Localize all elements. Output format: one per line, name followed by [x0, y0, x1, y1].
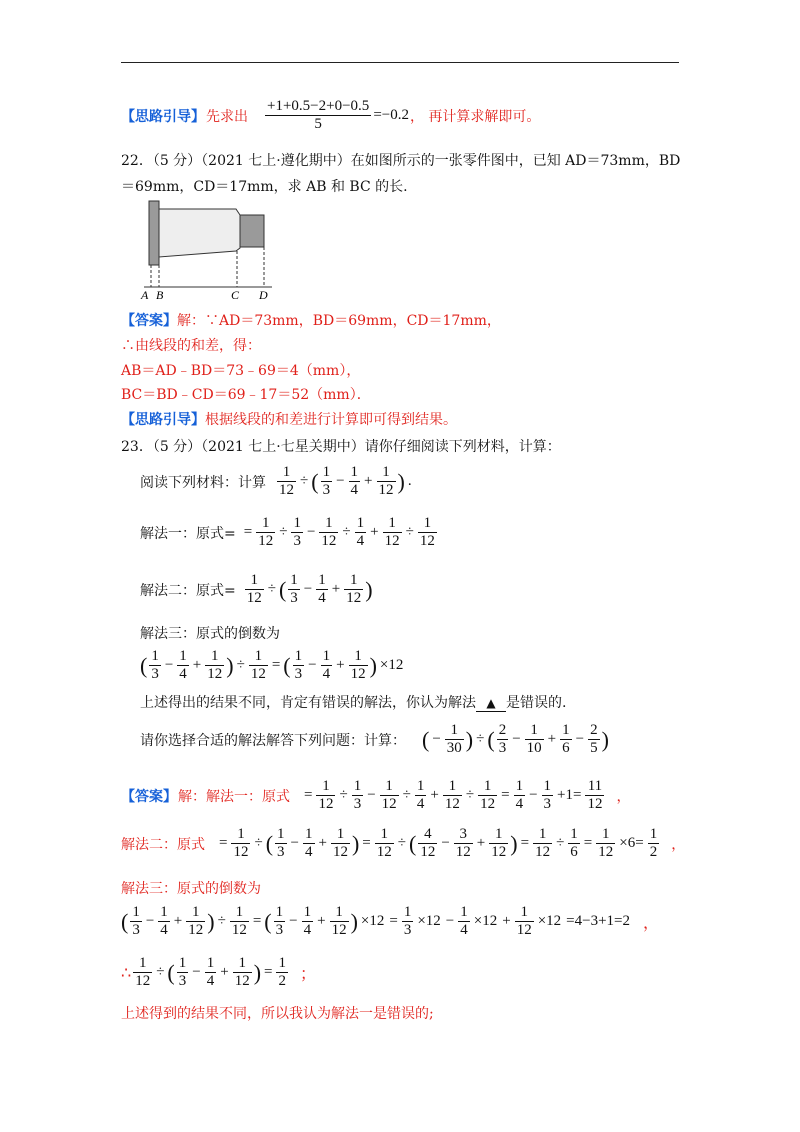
part-end — [240, 215, 264, 247]
label-b: B — [156, 288, 164, 302]
a23-solution-2: 解法二：原式 = $\frac{1}{12}$ ÷ ( $\frac{1}{3}$ − $\frac{1}{4}$ + $\frac{1}{12}$ ) = $\frac{1}{12}$ ÷ ( $\frac{4}{12}$ − $\frac{3}{12}$ + $\frac{1}{12}$ ) = $\frac{1}{12}$ ÷ $\frac{1}{6}$ = $\frac{1}{12}$ ×6= $\frac{1}{2}$ ， — [121, 826, 686, 860]
q23-conclusion: 上述得出的结果不同，肯定有错误的解法，你认为解法 ▲ 是错误的. — [140, 695, 567, 711]
header-rule — [121, 62, 679, 63]
a22-tag: 【答案】 — [121, 313, 177, 329]
a22-hint: 【思路引导】根据线段的和差进行计算即可得到结果。 — [121, 412, 457, 428]
a22-line2: ∴由线段的和差，得： — [121, 338, 261, 354]
q23-method-3-label: 解法三：原式的倒数为 — [140, 626, 280, 642]
q22-line2: ＝69mm，CD＝17mm，求 AB 和 BC 的长. — [121, 179, 408, 195]
a22-line4: BC＝BD﹣CD＝69﹣17＝52（mm）． — [121, 387, 371, 403]
a23-final: 上述得到的结果不同，所以我认为解法一是错误的; — [121, 1006, 434, 1022]
q23-read: 阅读下列材料：计算 $\frac{1}{12}$ ÷ ( $\frac{1}{3}$ − $\frac{1}{4}$ + $\frac{1}{12}$ ) . — [140, 464, 412, 498]
hint-1-text-after: ， 再计算求解即可。 — [409, 108, 541, 125]
q23-method-3: ( $\frac{1}{3}$ − $\frac{1}{4}$ + $\frac{1}{12}$ ) ÷ $\frac{1}{12}$ = ( $\frac{1}{3}$ − $\frac{1}{4}$ + $\frac{1}{12}$ ) ×12 — [140, 648, 404, 682]
hint-1-tag: 【思路引导】 — [121, 108, 205, 125]
hint-1-text-before: 先求出 — [206, 108, 248, 125]
a23-therefore: ∴ $\frac{1}{12}$ ÷ ( $\frac{1}{3}$ − $\frac{1}{4}$ + $\frac{1}{12}$ ) = $\frac{1}{2}$ ； — [121, 955, 316, 989]
part-diagram — [138, 195, 278, 305]
q22-line1: 22．（5 分）（2021 七上·遵化期中）在如图所示的一张零件图中，已知 AD＝73mm，BD — [121, 153, 681, 169]
a22-line1: 【答案】解：∵AD＝73mm，BD＝69mm，CD＝17mm， — [121, 313, 501, 329]
a23-solution-1: 【答案】 解：解法一：原式 = $\frac{1}{12}$ ÷ $\frac{1}{3}$ − $\frac{1}{12}$ ÷ $\frac{1}{4}$ + $\frac{1}{12}$ ÷ $\frac{1}{12}$ = $\frac{1}{4}$ − $\frac{1}{3}$ +1= $\frac{11}{12}$ ， — [121, 778, 631, 812]
part-flange — [149, 201, 159, 265]
label-a: A — [141, 288, 149, 302]
label-c: C — [231, 288, 240, 302]
hint-1 — [121, 98, 540, 133]
answer-blank: ▲ — [486, 696, 496, 710]
q23-method-1: 解法一：原式= = $\frac{1}{12}$ ÷ $\frac{1}{3}$ − $\frac{1}{12}$ ÷ $\frac{1}{4}$ + $\frac{1}{12}$ ÷ $\frac{1}{12}$ — [140, 515, 435, 549]
a22-line3: AB＝AD﹣BD＝73﹣69＝4（mm）， — [121, 363, 361, 379]
q23-line1: 23．（5 分）（2021 七上·七星关期中）请你仔细阅读下列材料，计算： — [121, 439, 561, 455]
q23-task: 请你选择合适的解法解答下列问题：计算： ( − $\frac{1}{30}$ ) ÷ ( $\frac{2}{3}$ − $\frac{1}{10}$ + $\frac{1}{6}$ − $\frac{2}{5}$ ) — [140, 722, 609, 756]
hint-1-result: =−0.2 — [373, 107, 409, 123]
part-body — [159, 209, 240, 257]
a23-solution-3-label: 解法三：原式的倒数为 — [121, 881, 261, 897]
q23-method-2: 解法二：原式= $\frac{1}{12}$ ÷ ( $\frac{1}{3}$ − $\frac{1}{4}$ + $\frac{1}{12}$ ) — [140, 572, 373, 606]
label-d: D — [259, 288, 268, 302]
a23-solution-3: ( $\frac{1}{3}$ − $\frac{1}{4}$ + $\frac{1}{12}$ ) ÷ $\frac{1}{12}$ = ( $\frac{1}{3}$ − $\frac{1}{4}$ + $\frac{1}{12}$ ) ×12 = $\frac{1}{3}$ ×12 − $\frac{1}{4}$ ×12 + $\frac{1}{12}$ ×12 =4−3+1=2 ， — [121, 904, 660, 938]
hint-1-fraction: $\frac{+1+0.5-2+0-0.5}{5}$ — [267, 98, 370, 132]
